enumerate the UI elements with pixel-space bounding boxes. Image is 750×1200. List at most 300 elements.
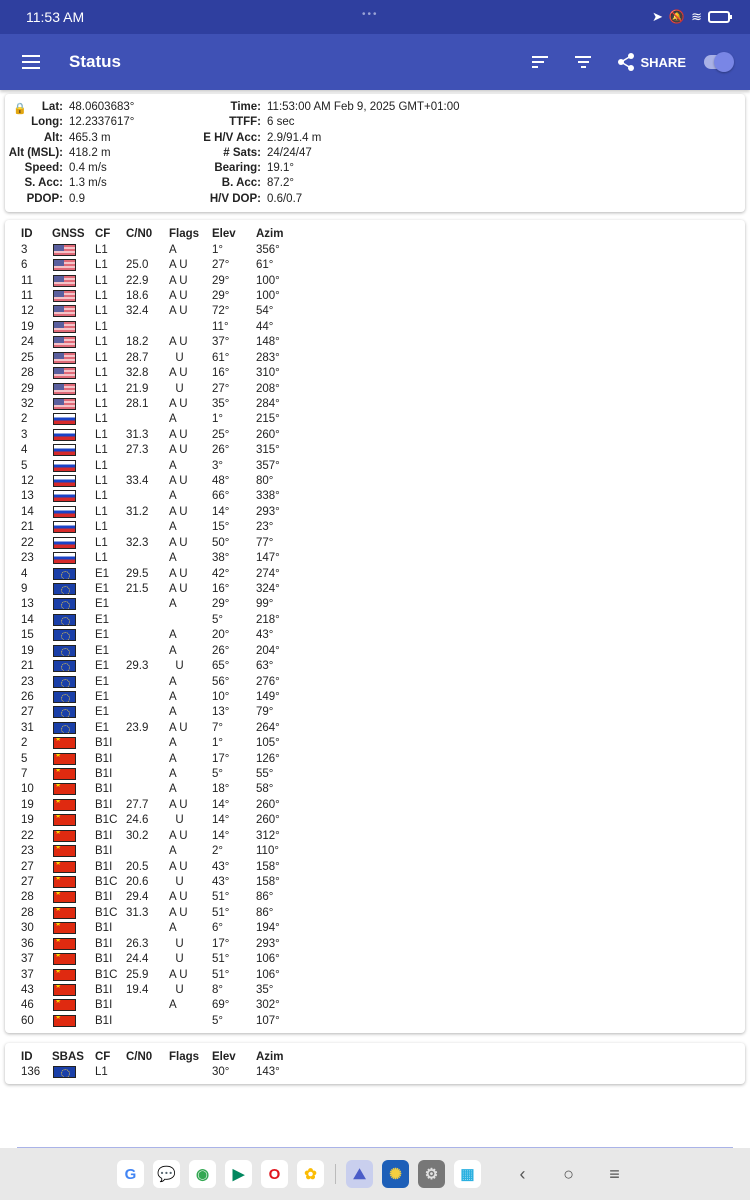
azimuth: 357°: [256, 459, 280, 472]
flags: A: [169, 999, 177, 1012]
cn0: 27.3: [126, 444, 149, 457]
sat-id: 29: [21, 382, 34, 395]
cn0: [126, 612, 169, 627]
satellite-row: [21, 951, 296, 966]
constellation-cell: [52, 550, 95, 565]
elevation: 14°: [212, 798, 230, 811]
cn0: 20.5: [126, 860, 149, 873]
carrier-freq: B1I: [95, 768, 113, 781]
cn0: [126, 412, 169, 427]
constellation-cell: [52, 766, 95, 781]
column-header[interactable]: CF: [95, 1050, 111, 1063]
cn0: 21.5: [126, 582, 149, 595]
cn0: [126, 843, 169, 858]
constellation-cell: [52, 427, 95, 442]
flag-eu-icon: [53, 660, 76, 672]
sat-id: 22: [21, 829, 34, 842]
flag-cn-icon: [53, 999, 76, 1011]
sat-id: 23: [21, 675, 34, 688]
constellation-cell: [52, 612, 95, 627]
satellite-row: [21, 581, 296, 596]
flag-eu-icon: [53, 568, 76, 580]
cn0: 24.6: [126, 814, 149, 827]
sat-id: 4: [21, 567, 28, 580]
play-store-app-icon[interactable]: ▶: [225, 1160, 252, 1188]
carrier-freq: E1: [95, 598, 110, 611]
cn0: [126, 550, 169, 565]
elevation: 5°: [212, 613, 223, 626]
gnss-table: [21, 226, 296, 1029]
cn0: [126, 1065, 169, 1080]
azimuth: 293°: [256, 937, 280, 950]
cn0: 27.7: [126, 798, 149, 811]
flag-eu-icon: [53, 614, 76, 626]
azimuth: 284°: [256, 397, 280, 410]
flags: A U: [169, 367, 188, 380]
flags: [169, 319, 212, 334]
gps-test-app-icon[interactable]: ✺: [382, 1160, 409, 1188]
flags: A U: [169, 721, 188, 734]
azimuth: 260°: [256, 814, 280, 827]
sat-id: 5: [21, 752, 28, 765]
azimuth: 158°: [256, 876, 280, 888]
lock-icon: 🔒: [13, 103, 27, 115]
elevation: 6°: [212, 922, 223, 935]
column-header[interactable]: SBAS: [52, 1050, 84, 1063]
elevation: 5°: [212, 768, 223, 781]
constellation-cell: [52, 658, 95, 673]
flag-us-icon: [53, 275, 76, 287]
home-button[interactable]: ○: [563, 1163, 574, 1184]
sat-id: 3: [21, 428, 28, 441]
flags: A: [169, 752, 177, 765]
azimuth: 55°: [256, 768, 274, 781]
elevation: 48°: [212, 475, 230, 488]
cn0: [126, 628, 169, 643]
elevation: 42°: [212, 567, 230, 580]
carrier-freq: E1: [95, 675, 110, 688]
sat-id: 2: [21, 413, 28, 426]
multiwindow-handle[interactable]: •••: [362, 9, 379, 20]
azimuth: 274°: [256, 567, 280, 580]
constellation-cell: [52, 705, 95, 720]
carrier-freq: E1: [95, 582, 110, 595]
flag-us-icon: [53, 383, 76, 395]
location-label: PDOP:: [26, 192, 63, 205]
flags: A U: [169, 305, 188, 318]
constellation-cell: [52, 813, 95, 828]
carrier-freq: B1I: [95, 829, 113, 842]
azimuth: 86°: [256, 891, 274, 904]
constellation-cell: [52, 442, 95, 457]
carrier-freq: B1I: [95, 845, 113, 858]
flags: A U: [169, 428, 188, 441]
chrome-app-icon[interactable]: ◉: [189, 1160, 216, 1188]
constellation-cell: [52, 1065, 95, 1080]
satellite-row: [21, 520, 296, 535]
satellite-row: [21, 273, 296, 288]
constellation-cell: [52, 874, 95, 889]
sat-id: 23: [21, 845, 34, 858]
flags: A: [169, 783, 177, 796]
elevation: 14°: [212, 829, 230, 842]
elevation: 26°: [212, 444, 230, 457]
location-label: H/V DOP:: [209, 192, 261, 205]
location-icon: ➤: [652, 9, 663, 24]
carrier-freq: E1: [95, 706, 110, 719]
constellation-cell: [52, 319, 95, 334]
elevation: 3°: [212, 459, 223, 472]
azimuth: 80°: [256, 475, 274, 488]
settings-app-icon[interactable]: ⚙: [418, 1160, 445, 1188]
live-toggle[interactable]: [704, 55, 732, 69]
azimuth: 356°: [256, 243, 280, 256]
carrier-freq: B1C: [95, 968, 118, 981]
carrier-freq: B1I: [95, 783, 113, 796]
sat-id: 9: [21, 582, 28, 595]
constellation-cell: [52, 674, 95, 689]
azimuth: 126°: [256, 752, 280, 765]
carrier-freq: B1C: [95, 906, 118, 919]
location-label: Long:: [31, 116, 63, 129]
carrier-freq: L1: [95, 367, 108, 380]
elevation: 51°: [212, 891, 230, 904]
flag-ru-icon: [53, 460, 76, 472]
cn0: 25.0: [126, 259, 149, 272]
elevation: 20°: [212, 629, 230, 642]
sat-id: 31: [21, 721, 34, 734]
azimuth: 143°: [256, 1066, 280, 1079]
carrier-freq: B1I: [95, 798, 113, 811]
satellite-row: [21, 843, 296, 858]
elevation: 8°: [212, 983, 223, 996]
flags: A U: [169, 259, 188, 272]
constellation-cell: [52, 597, 95, 612]
column-header[interactable]: Elev: [212, 1050, 236, 1063]
taskbar-dock: [0, 1148, 750, 1200]
flags: A: [169, 552, 177, 565]
google-app-icon[interactable]: G: [117, 1160, 144, 1188]
cn0: 24.4: [126, 953, 149, 966]
constellation-cell: [52, 843, 95, 858]
sat-id: 36: [21, 937, 34, 950]
elevation: 43°: [212, 860, 230, 873]
satellite-row: [21, 350, 296, 365]
constellation-cell: [52, 273, 95, 288]
azimuth: 105°: [256, 737, 280, 750]
flags: A: [169, 629, 177, 642]
column-header[interactable]: ID: [21, 1050, 33, 1063]
column-header[interactable]: GNSS: [52, 228, 85, 240]
carrier-freq: L1: [95, 475, 108, 488]
cn0: [126, 705, 169, 720]
filter-icon[interactable]: [574, 56, 592, 68]
flag-us-icon: [53, 305, 76, 317]
satellite-row: [21, 736, 296, 751]
carrier-freq: L1: [95, 521, 108, 534]
column-header[interactable]: Azim: [256, 228, 284, 240]
satellite-row: [21, 427, 296, 442]
sat-id: 19: [21, 798, 34, 811]
elevation: 17°: [212, 937, 230, 950]
constellation-cell: [52, 689, 95, 704]
photos-app-icon[interactable]: ✿: [297, 1160, 324, 1188]
flag-us-icon: [53, 321, 76, 333]
flags: A U: [169, 397, 188, 410]
elevation: 2°: [212, 845, 223, 858]
elevation: 26°: [212, 644, 230, 657]
carrier-freq: B1I: [95, 737, 113, 750]
column-header[interactable]: Flags: [169, 228, 200, 240]
flag-cn-icon: [53, 953, 76, 965]
cn0: [126, 319, 169, 334]
flags: A: [169, 768, 177, 781]
constellation-cell: [52, 951, 95, 966]
cn0: [126, 489, 169, 504]
column-header[interactable]: ID: [21, 228, 33, 240]
location-value: 12.2337617°: [69, 116, 135, 129]
sat-id: 23: [21, 552, 34, 565]
share-label: SHARE: [640, 54, 686, 70]
satellite-row: [21, 967, 296, 982]
elevation: 13°: [212, 706, 230, 719]
constellation-cell: [52, 581, 95, 596]
constellation-cell: [52, 504, 95, 519]
flag-ru-icon: [53, 506, 76, 518]
flag-ru-icon: [53, 444, 76, 456]
elevation: 5°: [212, 1014, 223, 1027]
azimuth: 302°: [256, 999, 280, 1012]
flag-eu-icon: [53, 676, 76, 688]
location-label: # Sats:: [223, 146, 261, 159]
cn0: 20.6: [126, 876, 149, 888]
satellite-row: [21, 813, 296, 828]
satellite-row: [21, 998, 296, 1013]
azimuth: 100°: [256, 289, 280, 302]
cn0: [126, 998, 169, 1013]
constellation-cell: [52, 998, 95, 1013]
cn0: 25.9: [126, 968, 149, 981]
flag-ru-icon: [53, 521, 76, 533]
elevation: 51°: [212, 968, 230, 981]
cn0: 31.3: [126, 906, 149, 919]
cn0: [126, 458, 169, 473]
constellation-cell: [52, 489, 95, 504]
flag-us-icon: [53, 398, 76, 410]
flag-ru-icon: [53, 490, 76, 502]
constellation-cell: [52, 736, 95, 751]
sat-id: 14: [21, 505, 34, 518]
constellation-cell: [52, 242, 95, 257]
azimuth: 218°: [256, 613, 280, 626]
sat-id: 28: [21, 891, 34, 904]
azimuth: 264°: [256, 721, 280, 734]
constellation-cell: [52, 257, 95, 272]
sat-id: 136: [21, 1066, 41, 1079]
location-grid: [5, 100, 745, 207]
satellite-row: [21, 674, 296, 689]
azimuth: 338°: [256, 490, 280, 503]
azimuth: 324°: [256, 582, 280, 595]
flag-cn-icon: [53, 783, 76, 795]
flags: A: [169, 922, 177, 935]
flags: A: [169, 243, 177, 256]
carrier-freq: B1I: [95, 999, 113, 1012]
carrier-freq: E1: [95, 629, 110, 642]
satellite-row: [21, 381, 296, 396]
carrier-freq: E1: [95, 644, 110, 657]
flags: U: [169, 876, 184, 888]
menu-icon[interactable]: [22, 55, 40, 69]
flags: U: [169, 814, 184, 827]
elevation: 10°: [212, 690, 230, 703]
azimuth: 79°: [256, 706, 274, 719]
satellite-row: [21, 473, 296, 488]
sat-id: 14: [21, 613, 34, 626]
cn0: [126, 1013, 169, 1028]
cn0: [126, 597, 169, 612]
azimuth: 215°: [256, 413, 280, 426]
flags: U: [169, 983, 184, 996]
constellation-cell: [52, 288, 95, 303]
satellite-row: [21, 689, 296, 704]
column-header[interactable]: C/N0: [126, 228, 153, 240]
satellite-row: [21, 982, 296, 997]
flag-cn-icon: [53, 1015, 76, 1027]
sat-id: 24: [21, 336, 34, 349]
flag-us-icon: [53, 367, 76, 379]
cn0: [126, 782, 169, 797]
azimuth: 276°: [256, 675, 280, 688]
gallery-app-icon[interactable]: ⛰: [346, 1160, 373, 1188]
flags: A: [169, 459, 177, 472]
elevation: 1°: [212, 413, 223, 426]
elevation: 29°: [212, 289, 230, 302]
cn0: [126, 674, 169, 689]
constellation-cell: [52, 412, 95, 427]
sat-id: 26: [21, 690, 34, 703]
flag-cn-icon: [53, 984, 76, 996]
sat-id: 12: [21, 305, 34, 318]
location-value: 465.3 m: [69, 131, 111, 144]
app-bar: [0, 34, 750, 90]
flag-eu-icon: [53, 629, 76, 641]
flag-eu-icon: [53, 706, 76, 718]
column-header[interactable]: C/N0: [126, 1050, 153, 1063]
cn0: 33.4: [126, 475, 149, 488]
carrier-freq: B1I: [95, 953, 113, 966]
constellation-cell: [52, 566, 95, 581]
flags: A: [169, 737, 177, 750]
azimuth: 61°: [256, 259, 274, 272]
flag-us-icon: [53, 259, 76, 271]
location-value: 24/24/47: [267, 146, 312, 159]
sat-id: 12: [21, 475, 34, 488]
flags: A U: [169, 860, 188, 873]
carrier-freq: B1I: [95, 922, 113, 935]
back-button[interactable]: ‹: [519, 1163, 526, 1184]
elevation: 17°: [212, 752, 230, 765]
satellite-row: [21, 890, 296, 905]
flags: A: [169, 490, 177, 503]
location-label: Alt (MSL):: [8, 146, 63, 159]
elevation: 18°: [212, 783, 230, 796]
flags: [169, 612, 212, 627]
elevation: 51°: [212, 906, 230, 919]
carrier-freq: L1: [95, 351, 108, 364]
satellite-row: [21, 658, 296, 673]
flag-cn-icon: [53, 969, 76, 981]
carrier-freq: B1I: [95, 983, 113, 996]
satellite-row: [21, 905, 296, 920]
location-value: 2.9/91.4 m: [267, 131, 322, 144]
column-header[interactable]: Elev: [212, 228, 236, 240]
opera-app-icon[interactable]: O: [261, 1160, 288, 1188]
sat-id: 30: [21, 922, 34, 935]
azimuth: 208°: [256, 382, 280, 395]
elevation: 1°: [212, 243, 223, 256]
app-drawer-app-icon[interactable]: ▦: [454, 1160, 481, 1188]
messages-app-icon[interactable]: 💬: [153, 1160, 180, 1188]
recents-button[interactable]: ≡: [609, 1163, 620, 1184]
constellation-cell: [52, 797, 95, 812]
satellite-row: [21, 550, 296, 565]
azimuth: 260°: [256, 798, 280, 811]
constellation-cell: [52, 720, 95, 735]
cn0: 31.2: [126, 505, 149, 518]
sat-id: 10: [21, 783, 34, 796]
sat-id: 13: [21, 490, 34, 503]
sort-icon[interactable]: [532, 56, 550, 68]
cn0: 28.1: [126, 397, 149, 410]
carrier-freq: L1: [95, 552, 108, 565]
sat-id: 13: [21, 598, 34, 611]
constellation-cell: [52, 365, 95, 380]
elevation: 30°: [212, 1066, 230, 1079]
location-value: 418.2 m: [69, 146, 111, 159]
share-button[interactable]: [616, 52, 686, 72]
flag-us-icon: [53, 352, 76, 364]
sat-id: 2: [21, 737, 28, 750]
satellite-row: [21, 921, 296, 936]
elevation: 16°: [212, 367, 230, 380]
cn0: [126, 736, 169, 751]
carrier-freq: E1: [95, 690, 110, 703]
sat-id: 60: [21, 1014, 34, 1027]
column-header[interactable]: Flags: [169, 1050, 200, 1063]
flags: U: [169, 660, 184, 673]
cn0: 32.4: [126, 305, 149, 318]
flag-cn-icon: [53, 891, 76, 903]
elevation: 15°: [212, 521, 230, 534]
elevation: 72°: [212, 305, 230, 318]
column-header[interactable]: CF: [95, 228, 111, 240]
share-icon: [616, 52, 636, 72]
azimuth: 23°: [256, 521, 274, 534]
column-header[interactable]: Azim: [256, 1050, 284, 1063]
cn0: 29.3: [126, 660, 149, 673]
flag-cn-icon: [53, 876, 76, 888]
azimuth: 149°: [256, 690, 280, 703]
satellite-row: [21, 828, 296, 843]
flag-cn-icon: [53, 922, 76, 934]
flag-ru-icon: [53, 429, 76, 441]
azimuth: 44°: [256, 320, 274, 333]
flags: A U: [169, 289, 188, 302]
sat-id: 22: [21, 536, 34, 549]
azimuth: 35°: [256, 983, 274, 996]
satellite-row: [21, 797, 296, 812]
